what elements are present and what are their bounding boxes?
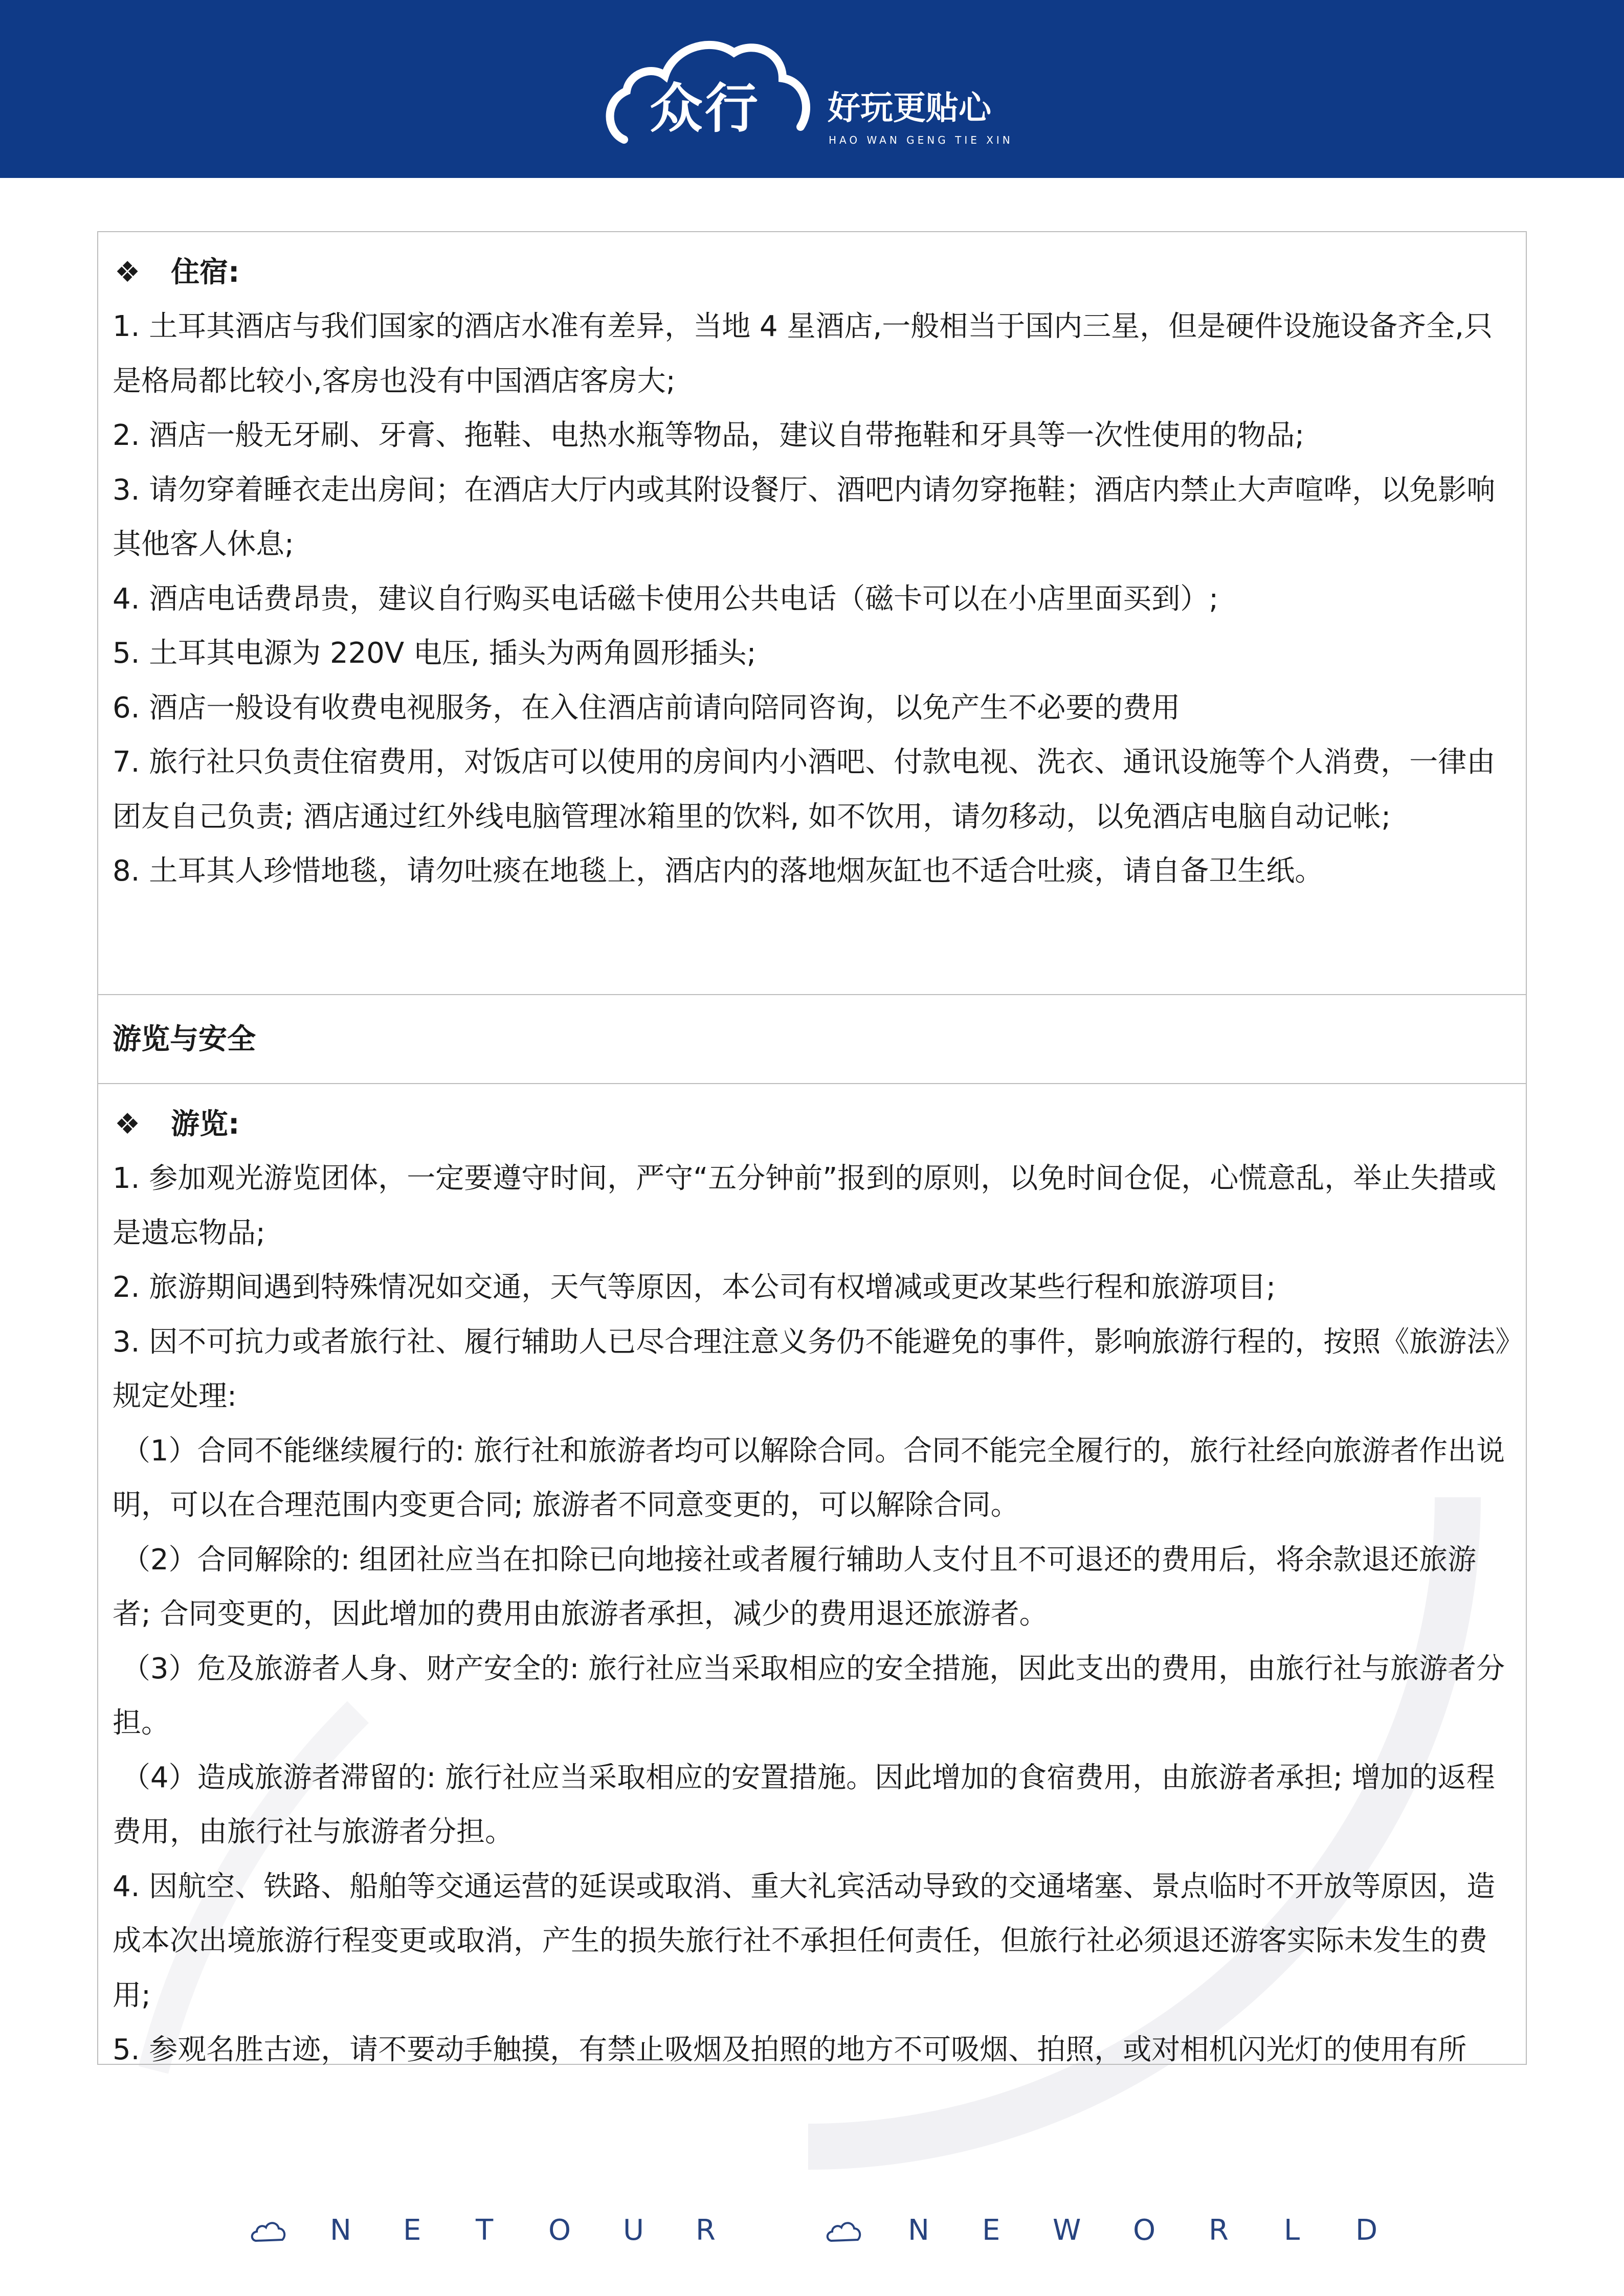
lodging-item: 6. 酒店一般设有收费电视服务，在入住酒店前请向陪同咨询，以免产生不必要的费用 [113,691,1181,725]
touring-item: 3. 因不可抗力或者旅行社、履行辅助人已尽合理注意义务仍不能避免的事件，影响旅游行程的，按照《旅游法》规定处理: [113,1325,1510,1413]
footer-letter: L [1284,2214,1300,2247]
touring-item: （2）合同解除的: 组团社应当在扣除已向地接社或者履行辅助人支付且不可退还的费用后，将余款退还旅游者; 合同变更的，因此增加的费用由旅游者承担，减少的费用退还旅游者。 [113,1543,1477,1631]
touring-item: 4. 因航空、铁路、船舶等交通运营的延误或取消、重大礼宾活动导致的交通堵塞、景点临时不开放等原因，造成本次出境旅游行程变更或取消，产生的损失旅行社不承担任何责任，但旅行社必须退还游客实际未发生的费用; [113,1870,1496,2012]
touring-item: 2. 旅游期间遇到特殊情况如交通，天气等原因，本公司有权增减或更改某些行程和旅游项目; [113,1271,1276,1304]
footer-letter: O [1133,2214,1156,2247]
touring-section [98,1084,1526,2066]
touring-heading: ❖ 游览: [113,1097,1514,1152]
footer-letter: W [1053,2214,1081,2247]
lodging-item: 7. 旅行社只负责住宿费用，对饭店可以使用的房间内小酒吧、付款电视、洗衣、通讯设施等个人消费，一律由团友自己负责; 酒店通过红外线电脑管理冰箱里的饮料, 如不饮用，请勿移动，以免酒店电脑自动记帐; [113,746,1496,834]
touring-item: 5. 参观名胜古迹，请不要动手触摸，有禁止吸烟及拍照的地方不可吸烟、拍照，或对相机闪光灯的使用有所 [113,2033,1467,2066]
header-banner [0,0,1624,178]
footer-letter: N [908,2214,929,2247]
footer-letter: U [623,2214,644,2247]
footer-letter: R [1209,2214,1229,2247]
logo-main-text: 众行 [650,77,761,140]
cloud-icon [826,2220,862,2244]
lodging-heading: ❖ 住宿: [113,245,1514,300]
footer-letter: O [548,2214,571,2247]
lodging-item: 3. 请勿穿着睡衣走出房间；在酒店大厅内或其附设餐厅、酒吧内请勿穿拖鞋；酒店内禁止大声喧哗，以免影响其他客人休息; [113,473,1496,561]
touring-item: 1. 参加观光游览团体，一定要遵守时间，严守“五分钟前”报到的原则，以免时间仓促，心慌意乱，举止失措或是遗忘物品; [113,1162,1497,1250]
cloud-icon [251,2220,286,2244]
lodging-section [98,232,1526,995]
touring-item: （1）合同不能继续履行的: 旅行社和旅游者均可以解除合同。合同不能完全履行的，旅行社经向旅游者作出说明，可以在合理范围内变更合同; 旅游者不同意变更的，可以解除合同。 [113,1434,1505,1522]
lodging-item: 8. 土耳其人珍惜地毯，请勿吐痰在地毯上，酒店内的落地烟灰缸也不适合吐痰，请自备卫生纸。 [113,854,1324,888]
footer-letter: D [1355,2214,1378,2247]
document-table [97,231,1527,2065]
section-title: 游览与安全 [113,1023,256,1056]
lodging-item: 4. 酒店电话费昂贵，建议自行购买电话磁卡使用公共电话（磁卡可以在小店里面买到）; [113,582,1219,616]
footer-letter: T [476,2214,494,2247]
footer [0,2209,1624,2255]
footer-letter: E [982,2214,1000,2247]
footer-letter: N [330,2214,351,2247]
brand-logo [604,30,1043,157]
lodging-item: 1. 土耳其酒店与我们国家的酒店水准有差异，当地 4 星酒店,一般相当于国内三星，但是硬件设施设备齐全,只是格局都比较小,客房也没有中国酒店客房大; [113,310,1493,398]
footer-letter: R [696,2214,716,2247]
logo-slogan: 好玩更贴心 [828,89,991,127]
touring-item: （4）造成旅游者滞留的: 旅行社应当采取相应的安置措施。因此增加的食宿费用，由旅游者承担; 增加的返程费用，由旅行社与旅游者分担。 [113,1761,1495,1849]
logo-pinyin: HAO WAN GENG TIE XIN [829,134,1013,146]
lodging-item: 2. 酒店一般无牙刷、牙膏、拖鞋、电热水瓶等物品，建议自带拖鞋和牙具等一次性使用的物品; [113,419,1305,452]
diamond-bullet-icon: ❖ [115,1108,141,1141]
diamond-bullet-icon: ❖ [115,256,141,289]
touring-item: （3）危及旅游者人身、财产安全的: 旅行社应当采取相应的安全措施，因此支出的费用，由旅行社与旅游者分担。 [113,1652,1505,1740]
footer-letter: E [403,2214,421,2247]
safety-title-row [98,995,1526,1084]
lodging-item: 5. 土耳其电源为 220V 电压, 插头为两角圆形插头; [113,637,757,670]
